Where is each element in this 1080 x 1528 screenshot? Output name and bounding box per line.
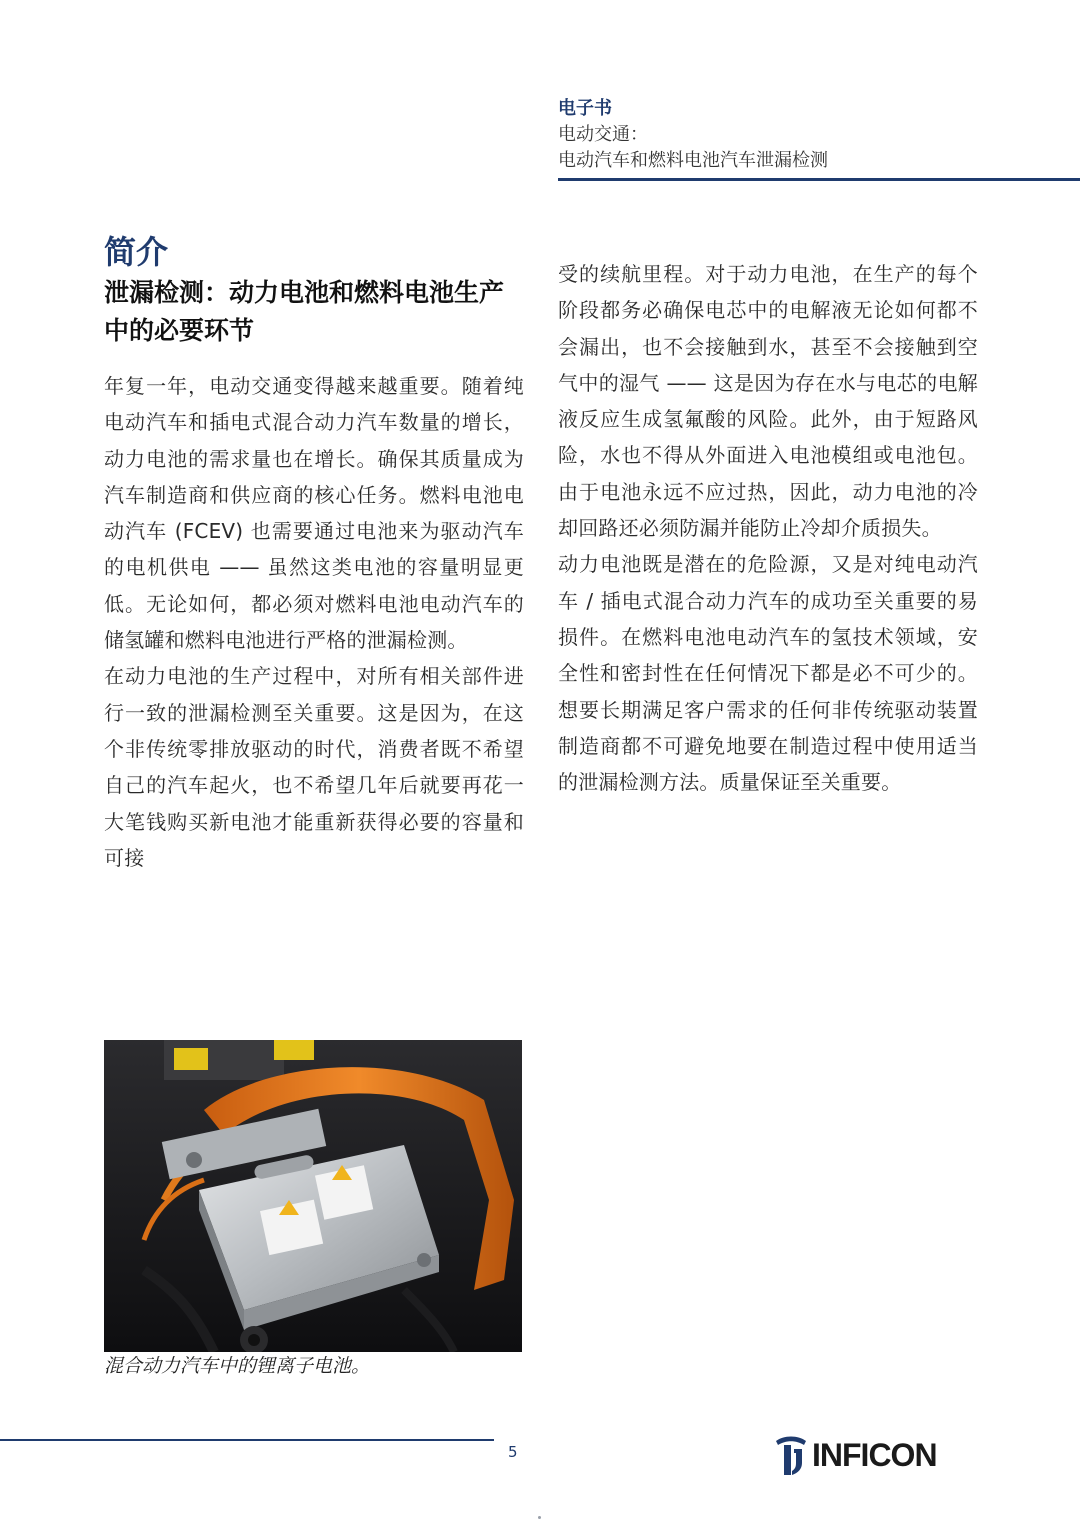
- body-paragraph-1: 年复一年，电动交通变得越来越重要。随着纯电动汽车和插电式混合动力汽车数量的增长，动力电池的需求量也在增长。确保其质量成为汽车制造商和供应商的核心任务。燃料电池电动汽车 (FCEV) 也需要通过电池来为驱动汽车的电机供电 —— 虽然这类电池的容量明显更低。无论如何，都必须对燃料电池电动汽车的储氢罐和燃料电池进行严格的泄漏检测。: [104, 374, 524, 653]
- body-paragraph-2: 在动力电池的生产过程中，对所有相关部件进行一致的泄漏检测至关重要。这是因为，在这个非传统零排放驱动的时代，消费者既不希望自己的汽车起火，也不希望几年后就要再花一大笔钱购买新电池才能重新获得必要的容量和可接: [104, 664, 524, 870]
- body-paragraph-4: 动力电池既是潜在的危险源，又是对纯电动汽车 / 插电式混合动力汽车的成功至关重要的易损件。在燃料电池电动汽车的氢技术领域，安全性和密封性在任何情况下都是必不可少的。想要长期满足客户需求的任何非传统驱动装置制造商都不可避免地要在制造过程中使用适当的泄漏检测方法。质量保证至关重要。: [558, 552, 978, 795]
- figure-caption: 混合动力汽车中的锂离子电池。: [104, 1355, 371, 1377]
- page-dot: [538, 1516, 541, 1519]
- header-subtitle-line2: 电动汽车和燃料电池汽车泄漏检测: [558, 150, 828, 171]
- inficon-logo-mark-icon: [770, 1433, 810, 1477]
- section-title: 简介: [104, 233, 169, 271]
- footer-divider: [0, 1439, 494, 1441]
- battery-photo: [104, 1040, 522, 1352]
- page-number: 5: [508, 1443, 518, 1461]
- left-column: [104, 232, 524, 876]
- ebook-label: 电子书: [558, 98, 612, 119]
- inficon-logo: [770, 1432, 937, 1478]
- right-column: [558, 256, 978, 800]
- running-header: [558, 96, 1080, 174]
- header-subtitle-line1: 电动交通：: [558, 124, 648, 145]
- inficon-logo-text: INFICON: [812, 1436, 937, 1473]
- body-paragraph-3: 受的续航里程。对于动力电池，在生产的每个阶段都务必确保电芯中的电解液无论如何都不会漏出，也不会接触到水，甚至不会接触到空气中的湿气 —— 这是因为存在水与电芯的电解液反应生成氢氟酸的风险。此外，由于短路风险，水也不得从外面进入电池模组或电池包。由于电池永远不应过热，因此，动力电池的冷却回路还必须防漏并能防止冷却介质损失。: [558, 262, 978, 541]
- battery-illustration: [104, 1040, 522, 1352]
- section-subtitle: 泄漏检测：动力电池和燃料电池生产中的必要环节: [104, 278, 505, 345]
- header-divider: [558, 178, 1080, 181]
